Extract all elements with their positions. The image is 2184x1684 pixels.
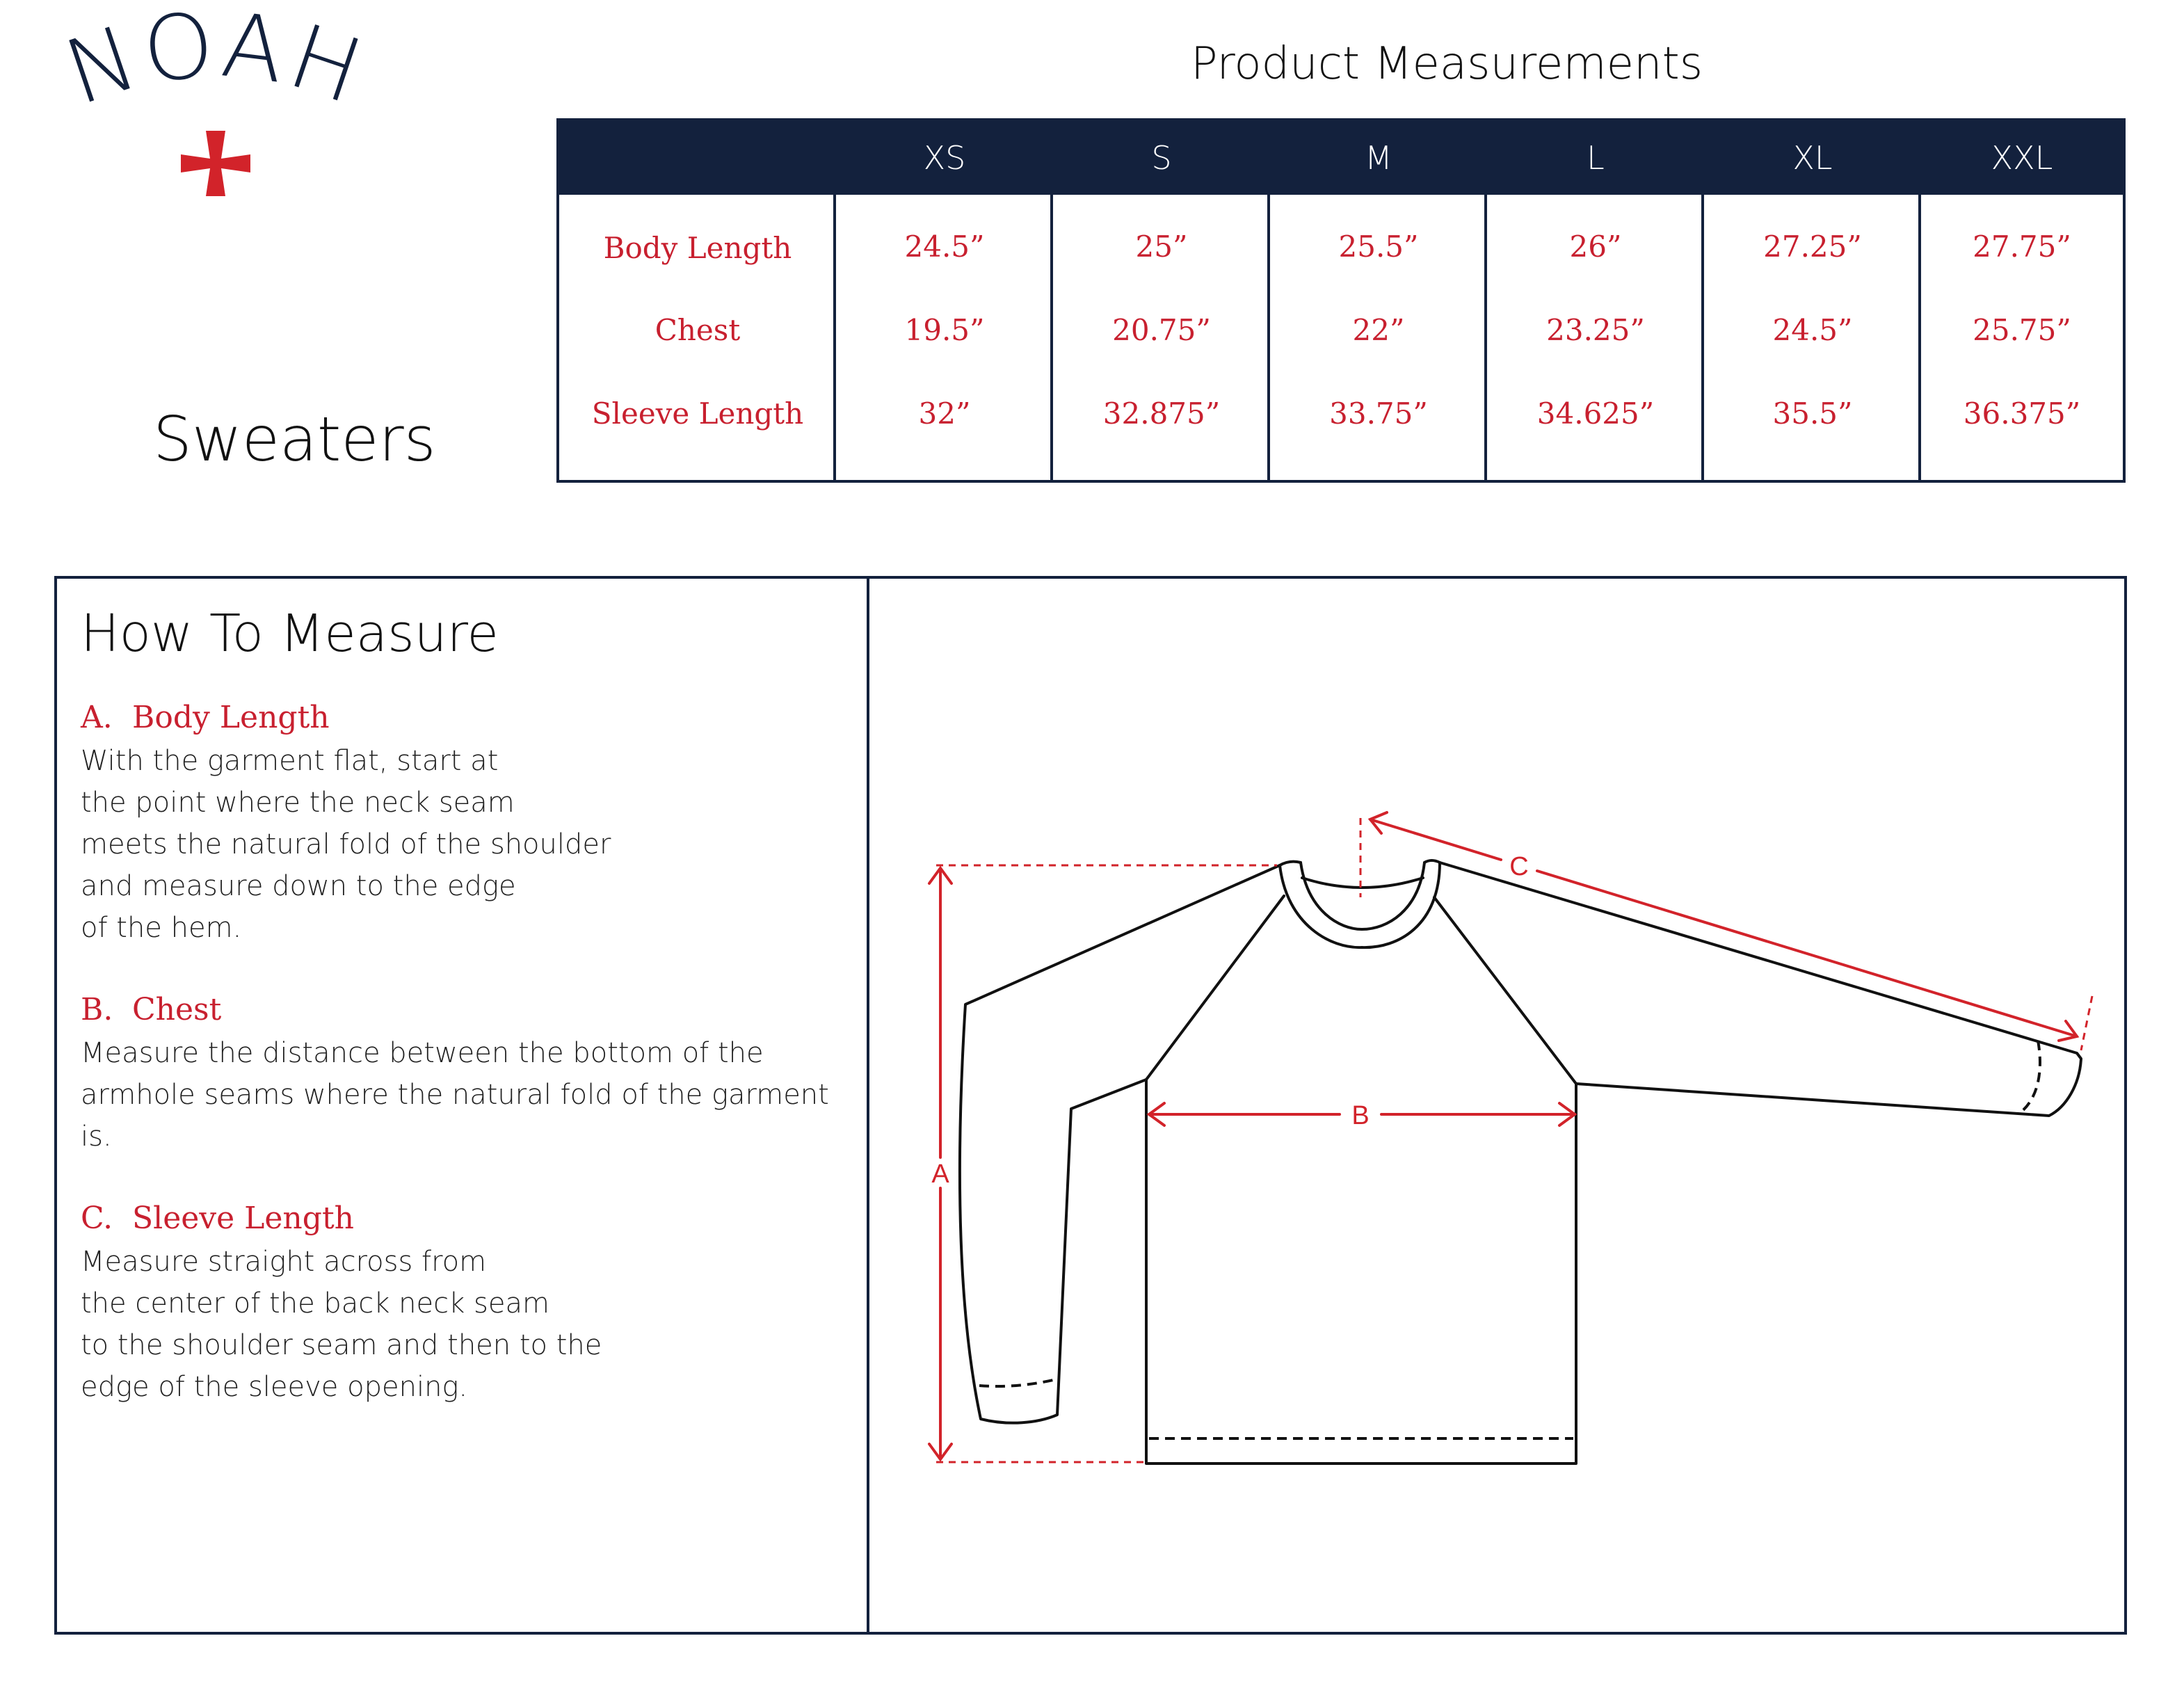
size-chart-table: [556, 118, 2126, 483]
step-letter: C.: [81, 1201, 113, 1236]
step-name: Chest: [132, 992, 222, 1027]
label-a: A: [931, 1160, 949, 1189]
cross-icon: [181, 131, 250, 196]
measure-arrows: [929, 812, 2077, 1459]
table-cell: 26”: [1569, 230, 1622, 264]
row-label-body-length: Body Length: [603, 231, 792, 265]
table-cell: 25”: [1135, 230, 1188, 264]
row-label-sleeve-length: Sleeve Length: [591, 396, 804, 431]
logo-wordmark: NOAH: [53, 0, 378, 126]
table-cell: 22”: [1352, 313, 1405, 347]
size-header-xs: XS: [923, 139, 966, 177]
table-cell: 27.75”: [1973, 230, 2071, 264]
sweater-diagram: [869, 579, 2124, 1632]
table-cell: 25.5”: [1338, 230, 1419, 264]
step-name: Sleeve Length: [132, 1201, 354, 1236]
arrow-c: [1370, 819, 2077, 1036]
sweater-outline: [960, 860, 2081, 1464]
step-a-text: With the garment flat, start at the point where the neck seam meets the natural fold of the shoulder and measure down to the edge of the hem.: [81, 745, 611, 944]
table-cell: 32.875”: [1102, 396, 1221, 431]
table-header: [559, 121, 2123, 195]
table-cell: 25.75”: [1973, 313, 2071, 347]
table-cell: 34.625”: [1536, 396, 1655, 431]
size-header-l: L: [1587, 139, 1605, 177]
measure-guides: [936, 818, 2092, 1462]
table-cell: 24.5”: [904, 230, 985, 264]
table-cell: 19.5”: [904, 313, 985, 347]
step-a-heading: [81, 700, 330, 735]
table-cell: 27.25”: [1763, 230, 1862, 264]
step-c-heading: [81, 1201, 354, 1236]
table-cell: 32”: [918, 396, 971, 431]
category-title: Sweaters: [153, 403, 436, 475]
step-letter: A.: [81, 700, 113, 735]
step-b-text: Measure the distance between the bottom of the armhole seams where the natural fold of the garment is.: [81, 1037, 829, 1153]
table-title: Product Measurements: [1190, 38, 1703, 90]
step-letter: B.: [81, 992, 113, 1027]
row-label-chest: Chest: [655, 313, 741, 347]
table-cell: 20.75”: [1112, 313, 1211, 347]
size-header-xl: XL: [1792, 139, 1833, 177]
label-c: C: [1509, 852, 1529, 881]
how-to-measure-title: How To Measure: [81, 604, 499, 664]
table-cell: 36.375”: [1963, 396, 2081, 431]
table-cell: 23.25”: [1546, 313, 1645, 347]
seam-dashes: [979, 1041, 2040, 1438]
step-name: Body Length: [132, 700, 330, 735]
label-b: B: [1351, 1101, 1370, 1130]
step-b-heading: [81, 992, 221, 1027]
noah-logo: [0, 0, 431, 236]
table-cell: 33.75”: [1329, 396, 1428, 431]
size-header-s: S: [1151, 139, 1172, 177]
size-header-xxl: XXL: [1991, 139, 2053, 177]
table-cell: 35.5”: [1772, 396, 1853, 431]
step-c-text: Measure straight across from the center of the back neck seam to the shoulder seam and then to the edge of the sleeve opening.: [81, 1246, 602, 1403]
table-cell: 24.5”: [1772, 313, 1853, 347]
size-header-m: M: [1365, 139, 1392, 177]
